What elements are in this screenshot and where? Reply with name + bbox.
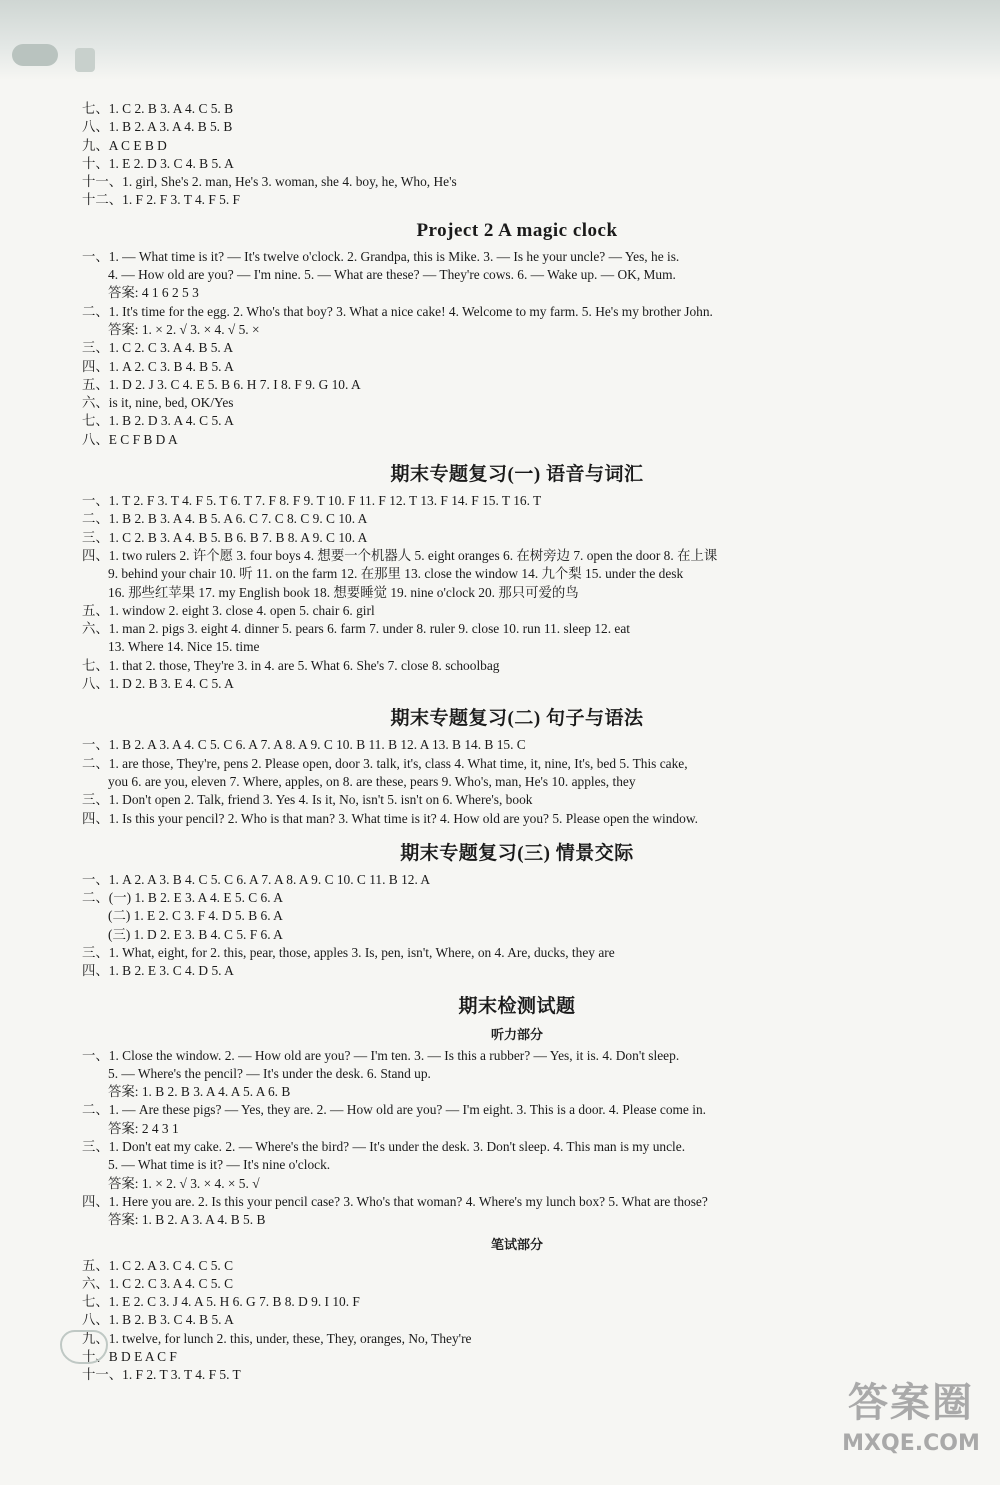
answer-line: 五、1. C 2. A 3. C 4. C 5. C: [82, 1257, 234, 1273]
answer-section: [82, 991, 952, 1230]
answer-section: [82, 220, 952, 449]
answer-line: 一、1. T 2. F 3. T 4. F 5. T 6. T 7. F 8. F 9. T 10. F 11. F 12. T 13. F 14. F 15. T 16. T: [82, 493, 542, 509]
answer-line: 三、1. Don't open 2. Talk, friend 3. Yes 4. Is it, No, isn't 5. isn't on 6. Where's, book: [82, 792, 533, 808]
answer-line: 5. — Where's the pencil? — It's under the desk. 6. Stand up.: [108, 1065, 431, 1081]
answer-line: 七、1. E 2. C 3. J 4. A 5. H 6. G 7. B 8. D 9. I 10. F: [82, 1294, 360, 1310]
book-logo-icon: [12, 44, 58, 66]
answer-line: 答案: 1. B 2. B 3. A 4. A 5. A 6. B: [108, 1084, 291, 1100]
answer-line: 二、1. It's time for the egg. 2. Who's that boy? 3. What a nice cake! 4. Welcome to my farm. 5. He's my brother John.: [82, 303, 713, 319]
answer-line: 答案: 1. × 2. √ 3. × 4. √ 5. ×: [108, 321, 260, 337]
answer-line: 二、1. B 2. B 3. A 4. B 5. A 6. C 7. C 8. C 9. C 10. A: [82, 511, 368, 527]
answer-line: 13. Where 14. Nice 15. time: [108, 639, 260, 655]
answer-line: 九、1. twelve, for lunch 2. this, under, these, They, oranges, No, They're: [82, 1330, 472, 1346]
section-title: 期末专题复习(一) 语音与词汇: [390, 464, 644, 486]
answer-line: 六、is it, nine, bed, OK/Yes: [82, 395, 234, 411]
answer-line: 十一、1. F 2. T 3. T 4. F 5. T: [82, 1367, 241, 1383]
answer-section: [82, 838, 952, 981]
answer-line: 4. — How old are you? — I'm nine. 5. — What are these? — They're cows. 6. — Wake up. — OK, Mum.: [108, 267, 676, 283]
answer-line: 答案: 1. × 2. √ 3. × 4. × 5. √: [108, 1175, 260, 1191]
answer-line: 答案: 4 1 6 2 5 3: [108, 285, 199, 301]
answer-line: 四、1. Here you are. 2. Is this your pencil case? 3. Who's that woman? 4. Where's my lunch box? 5. What are those?: [82, 1193, 708, 1209]
section-subheading: 听力部分: [490, 1026, 543, 1042]
header-band: [0, 0, 1000, 80]
section-title: Project 2 A magic clock: [416, 219, 618, 241]
answer-line: 八、1. D 2. B 3. E 4. C 5. A: [82, 676, 234, 692]
answer-line: (二) 1. E 2. C 3. F 4. D 5. B 6. A: [108, 908, 283, 924]
answer-line: you 6. are you, eleven 7. Where, apples, on 8. are these, pears 9. Who's, man, He's 10. apples, they: [108, 773, 636, 789]
answer-line: 一、1. — What time is it? — It's twelve o'clock. 2. Grandpa, this is Mike. 3. — Is he your uncle? — Yes, he is.: [82, 248, 680, 264]
answer-line: 八、1. B 2. A 3. A 4. B 5. B: [82, 119, 233, 135]
answer-line: 9. behind your chair 10. 听 11. on the farm 12. 在那里 13. close the window 14. 九个梨 15. under the desk: [108, 566, 684, 582]
watermark-logo: [836, 1375, 986, 1467]
answer-line: 16. 那些红苹果 17. my English book 18. 想要睡觉 19. nine o'clock 20. 那只可爱的鸟: [108, 584, 579, 600]
answer-line: 八、E C F B D A: [82, 431, 178, 447]
answer-section: [82, 100, 952, 210]
answer-section: [82, 1234, 952, 1385]
answer-line: 五、1. D 2. J 3. C 4. E 5. B 6. H 7. I 8. F 9. G 10. A: [82, 376, 361, 392]
answer-line: 一、1. A 2. A 3. B 4. C 5. C 6. A 7. A 8. A 9. C 10. C 11. B 12. A: [82, 871, 431, 887]
answer-line: 六、1. C 2. C 3. A 4. C 5. C: [82, 1275, 234, 1291]
answer-line: 四、1. two rulers 2. 许个愿 3. four boys 4. 想要一个机器人 5. eight oranges 6. 在树旁边 7. open the door 8. 在上课: [82, 547, 718, 563]
answer-line: 五、1. window 2. eight 3. close 4. open 5. chair 6. girl: [82, 602, 375, 618]
answer-line: 七、1. that 2. those, They're 3. in 4. are 5. What 6. She's 7. close 8. schoolbag: [82, 657, 500, 673]
answer-line: 四、1. A 2. C 3. B 4. B 5. A: [82, 358, 234, 374]
answer-section: [82, 703, 952, 827]
answer-line: 二、(一) 1. B 2. E 3. A 4. E 5. C 6. A: [82, 890, 283, 906]
section-title: 期末专题复习(三) 情景交际: [400, 842, 634, 864]
page-number-badge: [60, 1330, 108, 1364]
answer-line: 七、1. C 2. B 3. A 4. C 5. B: [82, 101, 234, 116]
answer-line: 十、B D E A C F: [82, 1349, 177, 1365]
watermark-url: MXQE.COM: [842, 1431, 980, 1456]
answer-line: 答案: 2 4 3 1: [108, 1120, 179, 1136]
answer-line: 答案: 1. B 2. A 3. A 4. B 5. B: [108, 1212, 266, 1228]
answer-line: 十一、1. girl, She's 2. man, He's 3. woman, she 4. boy, he, Who, He's: [82, 174, 457, 190]
answer-line: 四、1. Is this your pencil? 2. Who is that man? 3. What time is it? 4. How old are you? 5. Please open the window.: [82, 810, 698, 826]
answer-line: 九、A C E B D: [82, 137, 167, 153]
answer-line: 三、1. What, eight, for 2. this, pear, those, apples 3. Is, pen, isn't, Where, on 4. Are, ducks, they are: [82, 944, 615, 960]
section-subheading: 笔试部分: [490, 1236, 543, 1252]
header-title: [75, 48, 95, 72]
answer-line: (三) 1. D 2. E 3. B 4. C 5. F 6. A: [108, 926, 283, 942]
answer-line: 十二、1. F 2. F 3. T 4. F 5. F: [82, 192, 240, 208]
answer-section: [82, 459, 952, 693]
answer-line: 三、1. Don't eat my cake. 2. — Where's the bird? — It's under the desk. 3. Don't sleep. 4. This man is my uncle.: [82, 1139, 686, 1155]
answer-line: 三、1. C 2. B 3. A 4. B 5. B 6. B 7. B 8. A 9. C 10. A: [82, 529, 368, 545]
answer-line: 十、1. E 2. D 3. C 4. B 5. A: [82, 155, 234, 171]
answer-line: 二、1. are those, They're, pens 2. Please open, door 3. talk, it's, class 4. What time, it, nine, It's, bed 5. This cake,: [82, 755, 688, 771]
answer-line: 七、1. B 2. D 3. A 4. C 5. A: [82, 413, 234, 429]
answer-line: 八、1. B 2. B 3. C 4. B 5. A: [82, 1312, 234, 1328]
answer-line: 四、1. B 2. E 3. C 4. D 5. A: [82, 963, 234, 979]
section-title: 期末检测试题: [458, 995, 576, 1017]
answer-line: 三、1. C 2. C 3. A 4. B 5. A: [82, 340, 234, 356]
answer-line: 六、1. man 2. pigs 3. eight 4. dinner 5. pears 6. farm 7. under 8. ruler 9. close 10. run 11. sleep 12. eat: [82, 621, 631, 637]
watermark-title: 答案圈: [848, 1380, 974, 1426]
answer-line: 5. — What time is it? — It's nine o'clock.: [108, 1157, 331, 1173]
answer-line: 二、1. — Are these pigs? — Yes, they are. 2. — How old are you? — I'm eight. 3. This is a door. 4. Please come in.: [82, 1102, 706, 1118]
answer-key-content: [82, 100, 952, 1385]
section-title: 期末专题复习(二) 句子与语法: [390, 708, 644, 730]
answer-line: 一、1. B 2. A 3. A 4. C 5. C 6. A 7. A 8. A 9. C 10. B 11. B 12. A 13. B 14. B 15. C: [82, 737, 526, 753]
answer-line: 一、1. Close the window. 2. — How old are you? — I'm ten. 3. — Is this a rubber? — Yes, it is. 4. Don't sleep.: [82, 1047, 680, 1063]
